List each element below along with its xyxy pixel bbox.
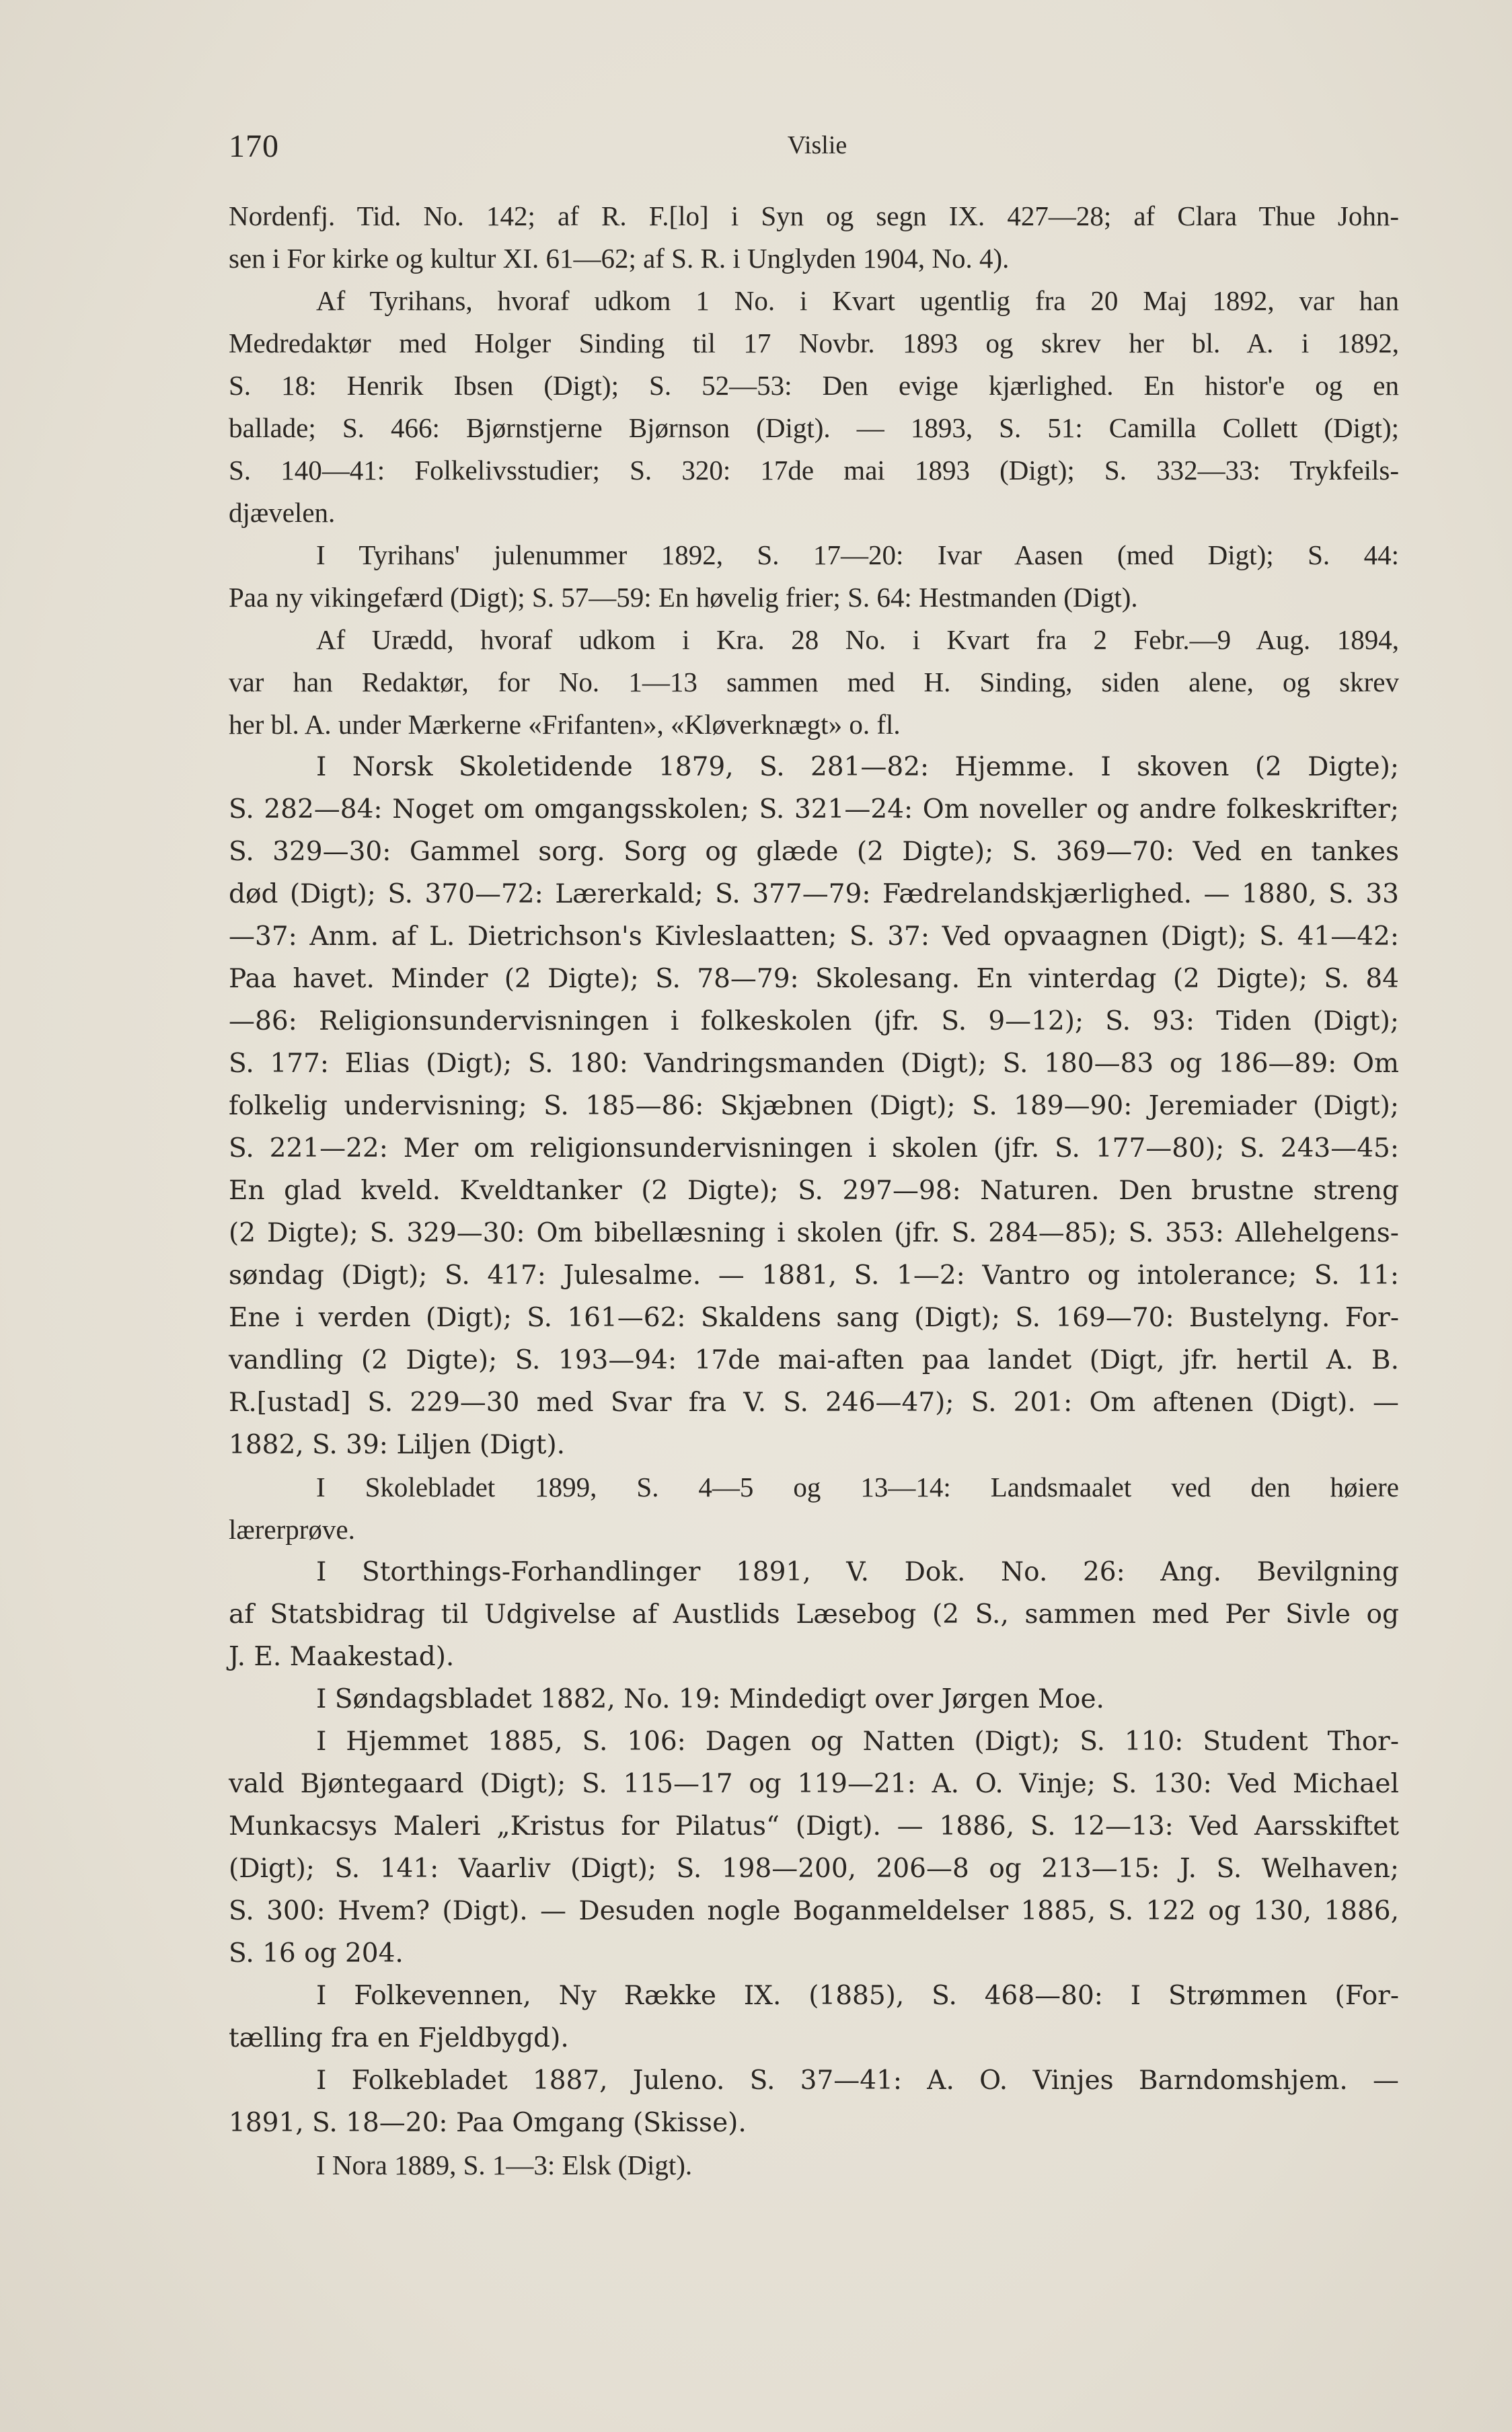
text-line: død (Digt); S. 370—72: Lærerkald; S. 377—79: Fædrelandskjærlighed. — 1880, S. 33 [229,879,1399,909]
text-line: folkelig undervisning; S. 185—86: Skjæbnen (Digt); S. 189—90: Jeremiader (Digt); [229,1091,1399,1121]
text-line: lærerprøve. [229,1514,355,1545]
page-header [229,128,1406,175]
text-line: J. E. Maakestad). [229,1642,455,1672]
text-line: R.[ustad] S. 229—30 med Svar fra V. S. 246—47); S. 201: Om aftenen (Digt). — [229,1388,1399,1418]
text-line: søndag (Digt); S. 417: Julesalme. — 1881, S. 1—2: Vantro og intolerance; S. 11: [229,1260,1399,1291]
text-line: S. 177: Elias (Digt); S. 180: Vandringsmanden (Digt); S. 180—83 og 186—89: Om [229,1049,1399,1079]
paragraph [229,1551,1399,1678]
text-line: S. 18: Henrik Ibsen (Digt); S. 52—53: Den evige kjærlighed. En histor'e og en [229,370,1399,401]
text-line: 1891, S. 18—20: Paa Omgang (Skisse). [229,2108,747,2138]
text-line: I Skolebladet 1899, S. 4—5 og 13—14: Landsmaalet ved den høiere [316,1472,1399,1503]
text-line: I Hjemmet 1885, S. 106: Dagen og Natten (Digt); S. 110: Student Thor- [316,1726,1399,1757]
text-line: S. 282—84: Noget om omgangsskolen; S. 321—24: Om noveller og andre folkeskrifter; [229,794,1399,825]
text-line: af Statsbidrag til Udgivelse af Austlids Læsebog (2 S., sammen med Per Sivle og [229,1599,1399,1630]
page-number: 170 [229,128,279,164]
text-line: Af Tyrihans, hvoraf udkom 1 No. i Kvart ugentlig fra 20 Maj 1892, var han [316,285,1399,316]
text-line: Medredaktør med Holger Sinding til 17 Novbr. 1893 og skrev her bl. A. i 1892, [229,328,1399,358]
text-line: vandling (2 Digte); S. 193—94: 17de mai-aften paa landet (Digt, jfr. hertil A. B. [229,1345,1399,1375]
paragraph [229,746,1399,1466]
text-line: Ene i verden (Digt); S. 161—62: Skaldens sang (Digt); S. 169—70: Bustelyng. For- [229,1303,1399,1333]
text-line: var han Redaktør, for No. 1—13 sammen med H. Sinding, siden alene, og skrev [229,667,1399,697]
paragraph [229,534,1399,619]
running-head: Vislie [787,131,847,159]
paragraph [229,2144,1399,2187]
text-line: I Tyrihans' julenummer 1892, S. 17—20: Ivar Aasen (med Digt); S. 44: [316,539,1399,570]
text-line: Nordenfj. Tid. No. 142; af R. F.[lo] i Syn og segn IX. 427—28; af Clara Thue John- [229,200,1399,231]
paragraph [229,1720,1399,1975]
paragraph [229,1466,1399,1551]
text-line: tælling fra en Fjeldbygd). [229,2023,569,2053]
paragraph [229,195,1399,280]
paragraph [229,2059,1399,2144]
text-line: S. 140—41: Folkelivsstudier; S. 320: 17de mai 1893 (Digt); S. 332—33: Trykfeils- [229,455,1399,486]
text-line: Af Urædd, hvoraf udkom i Kra. 28 No. i Kvart fra 2 Febr.—9 Aug. 1894, [316,624,1399,655]
text-line: sen i For kirke og kultur XI. 61—62; af S. R. i Unglyden 1904, No. 4). [229,243,1010,274]
text-line: En glad kveld. Kveldtanker (2 Digte); S. 297—98: Naturen. Den brustne streng [229,1176,1399,1206]
text-line: 1882, S. 39: Liljen (Digt). [229,1430,566,1460]
text-line: Paa havet. Minder (2 Digte); S. 78—79: Skolesang. En vinterdag (2 Digte); S. 84 [229,964,1399,994]
text-line: (2 Digte); S. 329—30: Om bibellæsning i skolen (jfr. S. 284—85); S. 353: Allehelgens- [229,1218,1399,1248]
paragraph [229,1975,1399,2059]
text-line: I Folkevennen, Ny Række IX. (1885), S. 468—80: I Strømmen (For- [316,1981,1399,2011]
text-line: (Digt); S. 141: Vaarliv (Digt); S. 198—200, 206—8 og 213—15: J. S. Welhaven; [229,1854,1399,1884]
text-line: I Søndagsbladet 1882, No. 19: Mindedigt over Jørgen Moe. [316,1684,1104,1714]
text-line: Munkacsys Maleri „Kristus for Pilatus“ (Digt). — 1886, S. 12—13: Ved Aarsskiftet [229,1811,1399,1841]
text-line: ballade; S. 466: Bjørnstjerne Bjørnson (Digt). — 1893, S. 51: Camilla Collett (Digt); [229,412,1399,443]
text-line: vald Bjøntegaard (Digt); S. 115—17 og 119—21: A. O. Vinje; S. 130: Ved Michael [229,1769,1399,1799]
text-line: —86: Religionsundervisningen i folkeskolen (jfr. S. 9—12); S. 93: Tiden (Digt); [229,1006,1399,1036]
text-line: —37: Anm. af L. Dietrichson's Kivleslaatten; S. 37: Ved opvaagnen (Digt); S. 41—42: [229,921,1399,952]
paragraph [229,619,1399,746]
text-line: S. 16 og 204. [229,1938,404,1969]
paragraph [229,1678,1399,1720]
page-body [229,195,1399,2187]
text-line: S. 329—30: Gammel sorg. Sorg og glæde (2 Digte); S. 369—70: Ved en tankes [229,837,1399,867]
text-line: I Norsk Skoletidende 1879, S. 281—82: Hjemme. I skoven (2 Digte); [316,752,1399,782]
text-line: djævelen. [229,497,336,528]
text-line: Paa ny vikingefærd (Digt); S. 57—59: En høvelig frier; S. 64: Hestmanden (Digt). [229,582,1138,613]
paragraph [229,280,1399,534]
text-line: S. 300: Hvem? (Digt). — Desuden nogle Boganmeldelser 1885, S. 122 og 130, 1886, [229,1896,1399,1926]
text-line: S. 221—22: Mer om religionsundervisningen i skolen (jfr. S. 177—80); S. 243—45: [229,1133,1399,1164]
text-line: her bl. A. under Mærkerne «Frifanten», «Kløverknægt» o. fl. [229,709,901,740]
text-line: I Folkebladet 1887, Juleno. S. 37—41: A. O. Vinjes Barndomshjem. — [316,2065,1399,2096]
text-line: I Storthings-Forhandlinger 1891, V. Dok. No. 26: Ang. Bevilgning [316,1557,1399,1587]
text-line: I Nora 1889, S. 1—3: Elsk (Digt). [316,2150,693,2180]
